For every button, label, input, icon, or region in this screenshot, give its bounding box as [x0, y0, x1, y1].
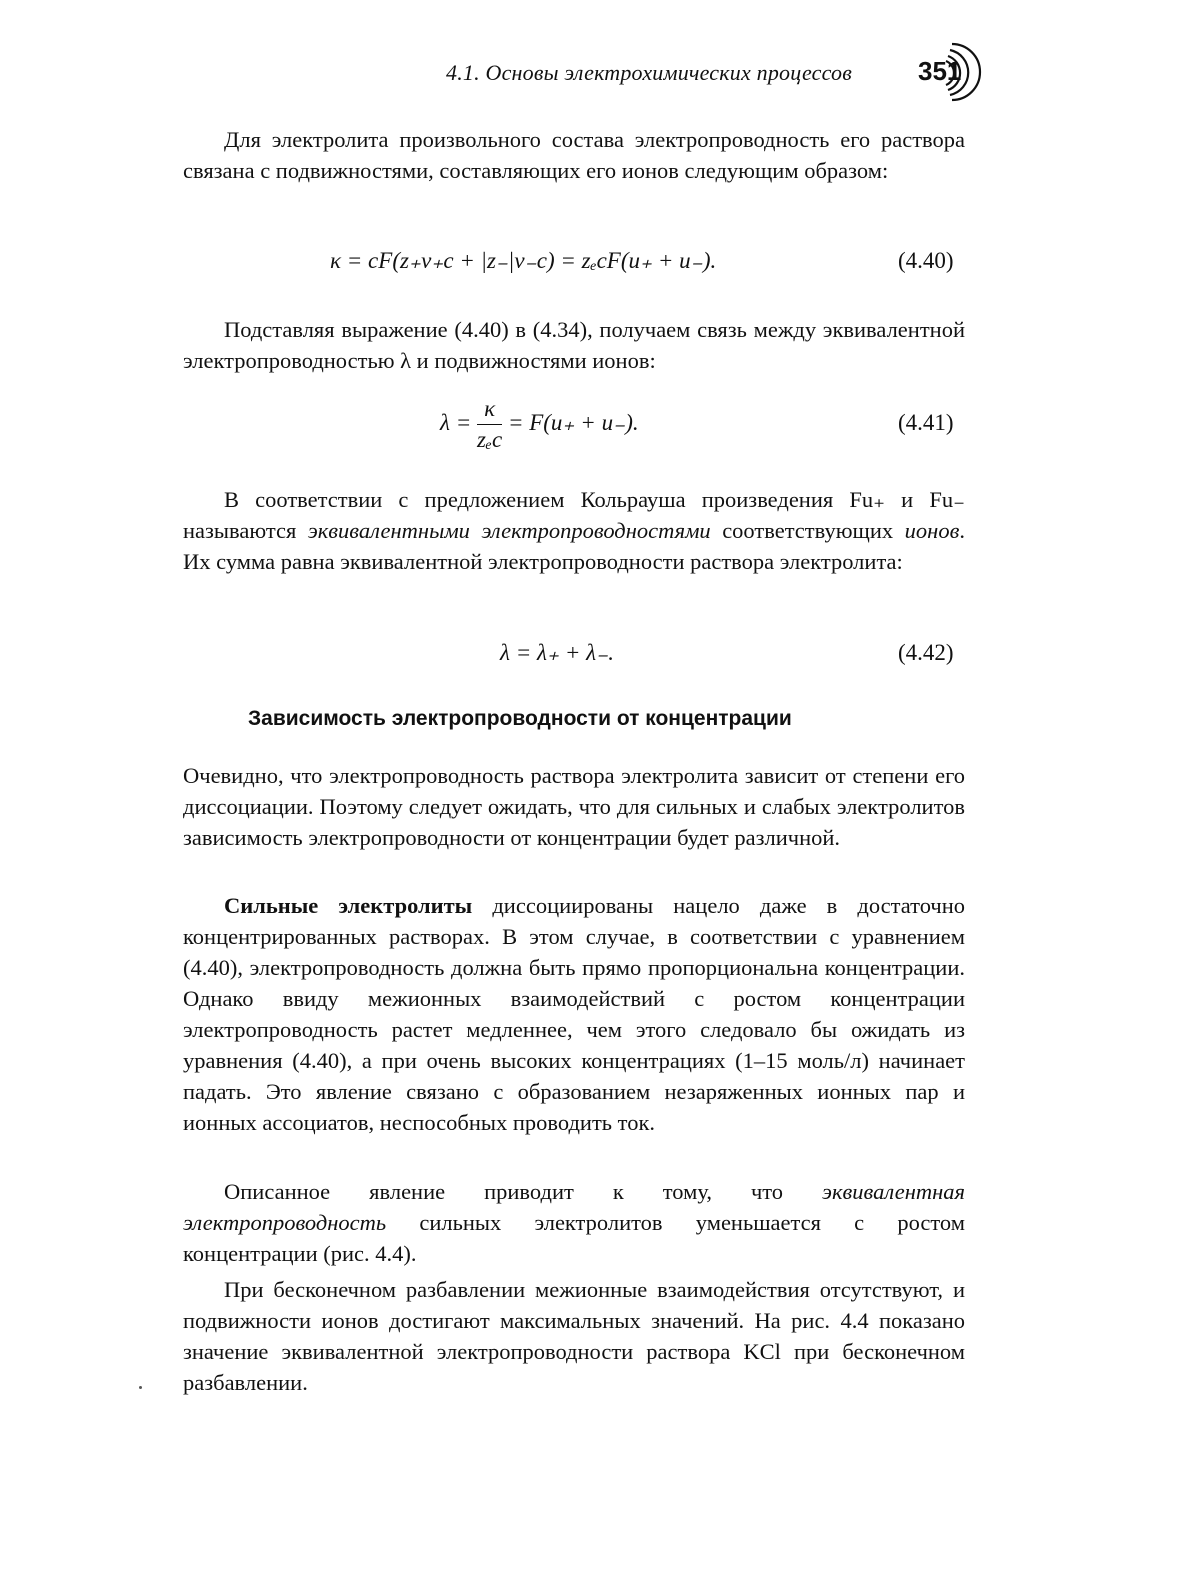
term-ions: ионов	[904, 518, 960, 543]
term-equivalent-conductivity: эквивалентная электропроводность	[183, 1179, 965, 1235]
equation-4-40: κ = cF(z₊ν₊c + |z₋|ν₋c) = zₑcF(u₊ + u₋).	[330, 248, 717, 273]
paragraph-3-part2: соответствующих	[710, 518, 905, 543]
paragraph-6-part1: Описанное явление приводит к тому, что	[224, 1179, 823, 1204]
term-strong-electrolytes: Сильные электролиты	[224, 893, 473, 918]
paragraph-7	[183, 1274, 965, 1398]
paragraph-1	[183, 124, 965, 186]
paragraph-5-text	[183, 890, 965, 1138]
term-equivalent-conductivities: эквивалентными электропроводностями	[307, 518, 711, 543]
fraction-denominator: zₑc	[476, 427, 503, 452]
paragraph-3-part3: . Их сумма равна эквивалентной электропроводности раствора электролита:	[183, 518, 965, 574]
equation-4-41-lhs: λ =	[440, 409, 472, 435]
paragraph-3-part1: В соответствии с предложением Кольрауша произведения Fu₊ и Fu₋ называются	[183, 487, 965, 543]
equation-4-41-fraction	[477, 396, 502, 453]
paragraph-6-text	[183, 1176, 965, 1269]
equation-4-41	[440, 396, 639, 453]
page-number: 351	[918, 56, 962, 86]
paragraph-4	[183, 760, 965, 853]
paragraph-7-text: При бесконечном разбавлении межионные взаимодействия отсутствуют, и подвижности ионов достигают максимальных значений. На рис. 4.4 показано значение эквивалентной электропроводности раствора KCl при бесконечном разбавлении.	[183, 1277, 965, 1395]
paragraph-4-text: Очевидно, что электропроводность раствора электролита зависит от степени его диссоциации. Поэтому следует ожидать, что для сильных и слабых электролитов зависимость электропроводности от концентрации будет различной.	[183, 763, 965, 850]
equation-4-41-rhs: = F(u₊ + u₋).	[507, 409, 639, 435]
paragraph-1-text: Для электролита произвольного состава электропроводность его раствора связана с подвижностями, составляющих его ионов следующим образом:	[183, 127, 965, 183]
paragraph-6-part2: сильных электролитов уменьшается с ростом концентрации (рис. 4.4).	[183, 1210, 965, 1266]
paragraph-2	[183, 314, 965, 376]
paragraph-6	[183, 1176, 965, 1269]
running-title: 4.1. Основы электрохимических процессов	[446, 60, 852, 85]
equation-4-42: λ = λ₊ + λ₋.	[500, 640, 614, 665]
equation-4-40-number: (4.40)	[898, 248, 954, 273]
paragraph-3-text	[183, 484, 965, 577]
paragraph-5-body: диссоциированы нацело даже в достаточно концентрированных растворах. В этом случае, в соответствии с уравнением (4.40), электропроводность должна быть прямо пропорциональна концентрации. Однако ввиду межионных взаимодействий с ростом концентрации электропроводность растет медленнее, чем этого следовало бы ожидать из уравнения (4.40), а при очень высоких концентрациях (1–15 моль/л) начинает падать. Это явление связано с образованием незаряженных ионных пар и ионных ассоциатов, неспособных проводить ток.	[183, 893, 965, 1135]
page-corner-arcs-icon	[922, 40, 986, 106]
paragraph-2-text: Подставляя выражение (4.40) в (4.34), получаем связь между эквивалентной электропроводностью λ и подвижностями ионов:	[183, 317, 965, 373]
equation-4-42-number: (4.42)	[898, 640, 954, 665]
fraction-numerator: κ	[477, 396, 502, 425]
paragraph-5	[183, 890, 965, 1138]
scan-speck	[139, 1386, 142, 1389]
equation-4-41-number: (4.41)	[898, 410, 954, 435]
paragraph-3	[183, 484, 965, 577]
section-title: Зависимость электропроводности от концентрации	[248, 707, 792, 730]
